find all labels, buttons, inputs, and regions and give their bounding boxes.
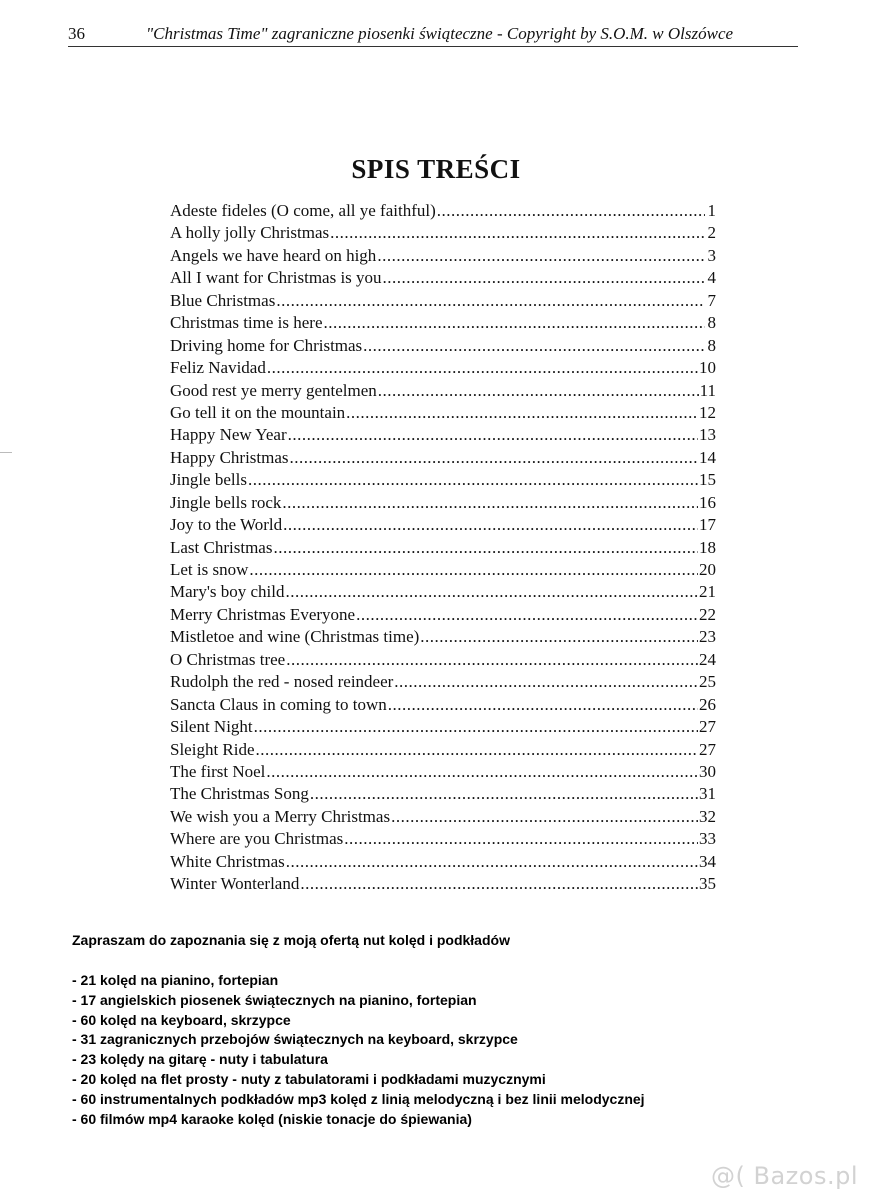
toc-entry-title: Happy New Year [170, 425, 287, 445]
toc-entry [170, 492, 716, 514]
dot-leader [290, 447, 698, 469]
toc-entry-title: Silent Night [170, 717, 253, 737]
promo-item: - 20 kolęd na flet prosty - nuty z tabulatorami i podkładami muzycznymi [72, 1070, 546, 1087]
promo-item: - 31 zagranicznych przebojów świątecznych na keyboard, skrzypce [72, 1031, 518, 1048]
toc-entry-page: 32 [699, 806, 716, 826]
toc-entry-title: Mistletoe and wine (Christmas time) [170, 627, 420, 647]
dot-leader [286, 851, 698, 873]
toc-entry-title: We wish you a Merry Christmas [170, 806, 391, 826]
toc-entry-page: 30 [699, 761, 716, 781]
toc-entry-page: 14 [699, 447, 716, 467]
dot-leader [256, 739, 698, 761]
toc-entry-page: 1 [707, 201, 716, 220]
toc-entry-title: Where are you Christmas [170, 829, 344, 849]
toc-entry [170, 873, 716, 895]
page-title: SPIS TREŚCI [351, 154, 521, 185]
toc-entry [170, 267, 716, 289]
toc-entry [170, 222, 716, 244]
dot-leader [330, 222, 705, 244]
dot-leader [267, 357, 698, 379]
toc-entry-page: 31 [699, 784, 716, 804]
toc-entry-page: 12 [699, 402, 716, 422]
promo-item: - 17 angielskich piosenek świątecznych na pianino, fortepian [72, 991, 477, 1008]
toc-entry [170, 671, 716, 693]
toc-entry-title: Last Christmas [170, 537, 273, 557]
toc-entry [170, 739, 716, 761]
toc-entry [170, 626, 716, 648]
toc-entry-title: Blue Christmas [170, 290, 276, 310]
dot-leader [254, 716, 698, 738]
toc-entry-title: Good rest ye merry gentelmen [170, 380, 377, 400]
toc-entry-page: 33 [699, 829, 716, 849]
dot-leader [283, 514, 698, 536]
toc-entry-page: 35 [699, 874, 716, 894]
dot-leader [391, 806, 698, 828]
promo-item: - 21 kolęd na pianino, fortepian [72, 972, 279, 988]
promo-item: - 60 filmów mp4 karaoke kolęd (niskie tonacje do śpiewania) [72, 1110, 472, 1127]
promo-list [72, 971, 792, 1129]
promo-item: - 60 instrumentalnych podkładów mp3 kolęd z linią melodyczną i bez linii melodycznej [72, 1090, 645, 1107]
dot-leader [420, 626, 698, 648]
toc-entry-page: 8 [707, 335, 716, 355]
dot-leader [377, 245, 705, 267]
toc-entry-page: 7 [707, 290, 716, 310]
toc-entry-title: Winter Wonterland [170, 874, 300, 894]
toc-entry [170, 469, 716, 491]
dot-leader [266, 761, 698, 783]
dot-leader [310, 783, 698, 805]
toc-entry-page: 18 [699, 537, 716, 557]
toc-entry-page: 27 [699, 739, 716, 759]
toc-entry-page: 17 [699, 515, 716, 535]
toc-entry-page: 23 [699, 627, 716, 647]
toc-entry [170, 604, 716, 626]
dot-leader [249, 559, 698, 581]
toc-entry-title: Go tell it on the mountain [170, 402, 346, 422]
dot-leader [288, 424, 698, 446]
toc-entry-title: Let is snow [170, 560, 249, 579]
toc-entry [170, 402, 716, 424]
toc-entry [170, 447, 716, 469]
toc-entry [170, 200, 716, 222]
toc-entry [170, 312, 716, 334]
toc-entry [170, 537, 716, 559]
promo-item: - 23 kolędy na gitarę - nuty i tabulatura [72, 1051, 328, 1068]
promo-section [72, 930, 792, 1129]
toc-entry-page: 13 [699, 425, 716, 445]
toc-entry-title: Angels we have heard on high [170, 245, 377, 265]
dot-leader [344, 828, 698, 850]
page-header [68, 24, 798, 47]
toc-entry [170, 806, 716, 828]
dot-leader [383, 267, 705, 289]
toc-entry [170, 694, 716, 716]
dot-leader [378, 380, 699, 402]
dot-leader [286, 581, 699, 603]
toc-entry-page: 22 [699, 604, 716, 624]
dot-leader [276, 290, 705, 312]
toc-entry-title: The Christmas Song [170, 784, 309, 804]
toc-entry-page: 25 [699, 672, 716, 692]
dot-leader [437, 200, 705, 222]
toc-entry-page: 34 [699, 851, 716, 871]
toc-entry-page: 10 [699, 358, 716, 378]
scan-edge-mark [0, 452, 12, 453]
toc-entry-title: O Christmas tree [170, 649, 286, 669]
toc-entry-page: 2 [707, 223, 716, 243]
toc-entry-title: Rudolph the red - nosed reindeer [170, 672, 394, 692]
toc-entry-title: Driving home for Christmas [170, 335, 363, 355]
toc-entry [170, 380, 716, 402]
toc-entry [170, 357, 716, 379]
toc-entry-title: Merry Christmas Everyone [170, 604, 356, 624]
toc-entry-page: 16 [699, 492, 716, 512]
toc-entry-page: 11 [699, 380, 716, 400]
toc-entry-title: Joy to the World [170, 515, 283, 535]
toc-entry [170, 828, 716, 850]
toc-entry [170, 424, 716, 446]
dot-leader [346, 402, 698, 424]
toc-entry-title: Christmas time is here [170, 313, 323, 333]
dot-leader [248, 469, 698, 491]
toc-entry [170, 649, 716, 671]
running-title: "Christmas Time" zagraniczne piosenki świąteczne - Copyright by S.O.M. w Olszówce [146, 24, 734, 43]
toc-entry [170, 335, 716, 357]
toc-entry [170, 783, 716, 805]
toc-entry-page: 20 [699, 560, 716, 579]
table-of-contents [170, 200, 716, 896]
dot-leader [300, 873, 698, 895]
toc-entry [170, 245, 716, 267]
toc-entry-page: 26 [699, 694, 716, 714]
toc-entry [170, 514, 716, 536]
toc-entry-title: Jingle bells rock [170, 492, 282, 512]
dot-leader [286, 649, 698, 671]
dot-leader [324, 312, 705, 334]
toc-entry-title: Mary's boy child [170, 582, 285, 602]
toc-entry-title: Jingle bells [170, 470, 247, 490]
toc-entry [170, 581, 716, 603]
bazos-watermark: @( Bazos.pl [711, 1162, 858, 1190]
toc-entry [170, 716, 716, 738]
toc-entry-page: 8 [707, 313, 716, 333]
dot-leader [273, 537, 698, 559]
toc-entry-title: White Christmas [170, 851, 285, 871]
toc-entry-page: 15 [699, 470, 716, 490]
dot-leader [388, 694, 698, 716]
toc-entry-title: Sleight Ride [170, 739, 255, 759]
toc-entry [170, 761, 716, 783]
toc-entry-title: Sancta Claus in coming to town [170, 694, 387, 714]
promo-heading: Zapraszam do zapoznania się z moją ofertą nut kolęd i podkładów [72, 932, 510, 948]
dot-leader [356, 604, 698, 626]
dot-leader [282, 492, 698, 514]
toc-entry [170, 290, 716, 312]
toc-entry [170, 559, 716, 581]
toc-entry-title: A holly jolly Christmas [170, 223, 330, 243]
page-number: 36 [68, 24, 85, 43]
toc-entry-title: Adeste fideles (O come, all ye faithful) [170, 201, 436, 220]
toc-entry-title: Happy Christmas [170, 447, 289, 467]
toc-entry-title: Feliz Navidad [170, 358, 266, 378]
toc-entry-page: 27 [699, 717, 716, 737]
toc-entry-title: All I want for Christmas is you [170, 268, 382, 288]
toc-entry-page: 24 [699, 649, 716, 669]
dot-leader [363, 335, 705, 357]
toc-entry-page: 21 [699, 582, 716, 602]
dot-leader [394, 671, 698, 693]
toc-entry [170, 851, 716, 873]
promo-item: - 60 kolęd na keyboard, skrzypce [72, 1011, 291, 1028]
toc-entry-page: 3 [707, 245, 716, 265]
toc-entry-page: 4 [707, 268, 716, 288]
toc-entry-title: The first Noel [170, 761, 266, 781]
